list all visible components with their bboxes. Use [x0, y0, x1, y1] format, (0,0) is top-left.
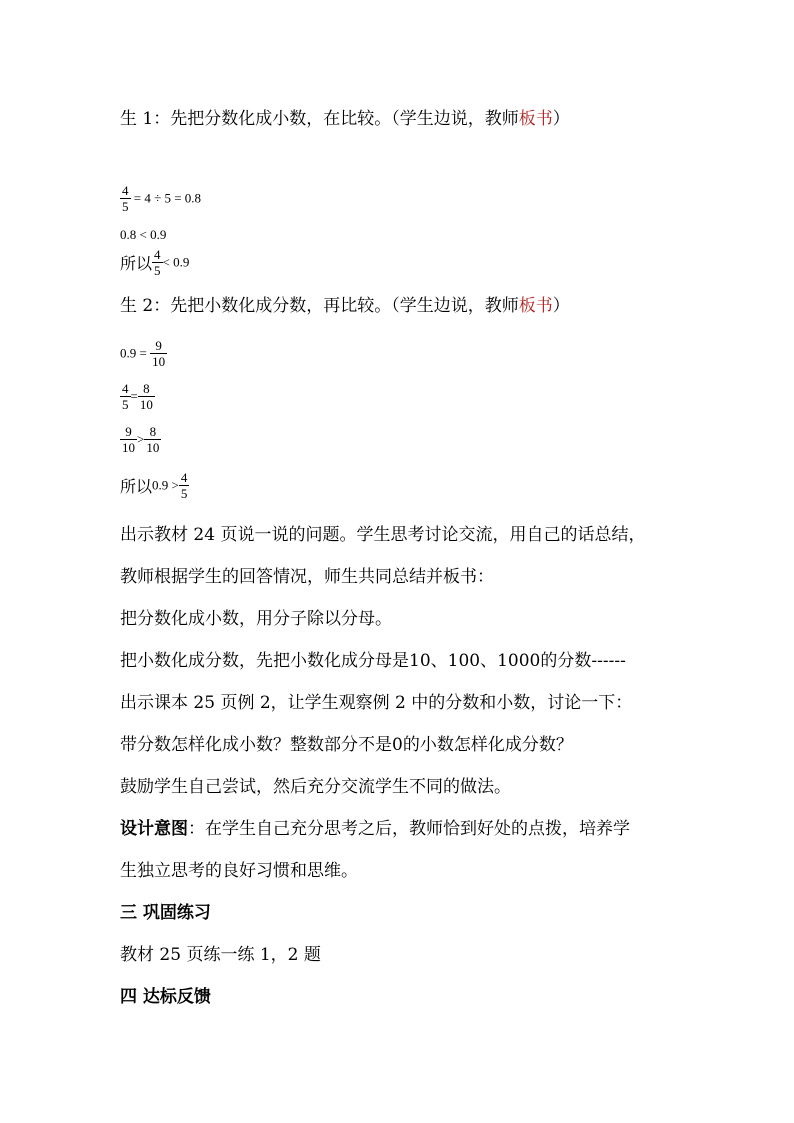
paragraph-line: 把小数化成分数，先把小数化成分母是10、100、1000的分数------ — [120, 651, 626, 671]
design-intent-continued: 生独立思考的良好习惯和思维。 — [120, 861, 358, 881]
fraction: $\frac{4}{5}$ — [122, 381, 129, 412]
fraction: $\frac{9}{10}$ — [152, 338, 166, 369]
fraction: $\frac{9}{10}$ — [122, 424, 135, 455]
fraction: $\frac{8}{10}$ — [146, 424, 160, 455]
fraction: $\frac{4}{5}$ — [180, 470, 188, 501]
paragraph-line: 把分数化成小数，用分子除以分母。 — [120, 609, 392, 629]
student-2-line — [120, 295, 570, 317]
equation-a-line-3: 所以 $\frac{4}{5}$ < 0.9 — [120, 247, 190, 278]
equation-b-line-4: 所以0.9 > $\frac{4}{5}$ — [120, 470, 188, 501]
design-intent-label: 设计意图 — [120, 819, 188, 839]
equation-b-line-2: $\frac{4}{5}$ = $\frac{8}{10}$ — [122, 381, 153, 412]
section-3-title: 三 巩固练习 — [120, 903, 211, 923]
section-4-title: 四 达标反馈 — [120, 987, 211, 1007]
equation-a-line-1: $\frac{4}{5}$ = 4 ÷ 5 = 0.8 — [122, 183, 202, 214]
student-1-text: 生 1：先把分数化成小数，在比较。（学生边说，教师 — [120, 109, 519, 129]
section-3-body: 教材 25 页练一练 1，2 题 — [120, 945, 321, 965]
board-note: 板书 — [518, 109, 553, 129]
board-note: 板书 — [518, 296, 553, 316]
paragraph-line: 鼓励学生自己尝试，然后充分交流学生不同的做法。 — [120, 777, 511, 797]
student-2-tail: ） — [552, 296, 570, 316]
design-intent-text: ：在学生自己充分思考之后，教师恰到好处的点拨，培养学 — [188, 819, 630, 839]
fraction: $\frac{8}{10}$ — [139, 381, 153, 412]
paragraph-line: 带分数怎样化成小数？整数部分不是0的小数怎样化成分数？ — [120, 735, 573, 755]
equation-a-line-2: 0.8 < 0.9 — [120, 227, 167, 243]
fraction: $\frac{4}{5}$ — [122, 183, 129, 214]
paragraph-line: 出示课本 25 页例 2，让学生观察例 2 中的分数和小数，讨论一下： — [120, 693, 633, 713]
fraction: $\frac{4}{5}$ — [154, 247, 161, 278]
student-1-tail: ） — [552, 109, 570, 129]
design-intent — [120, 818, 630, 840]
student-1-line — [120, 108, 570, 130]
student-2-text: 生 2：先把小数化成分数，再比较。（学生边说，教师 — [120, 296, 519, 316]
equation-b-line-1: 0.9 = $\frac{9}{10}$ — [120, 338, 166, 369]
paragraph-line: 教师根据学生的回答情况，师生共同总结并板书： — [120, 567, 494, 587]
paragraph-line: 出示教材 24 页说一说的问题。学生思考讨论交流，用自己的话总结， — [120, 525, 646, 545]
equation-b-line-3: $\frac{9}{10}$ > $\frac{8}{10}$ — [122, 424, 160, 455]
